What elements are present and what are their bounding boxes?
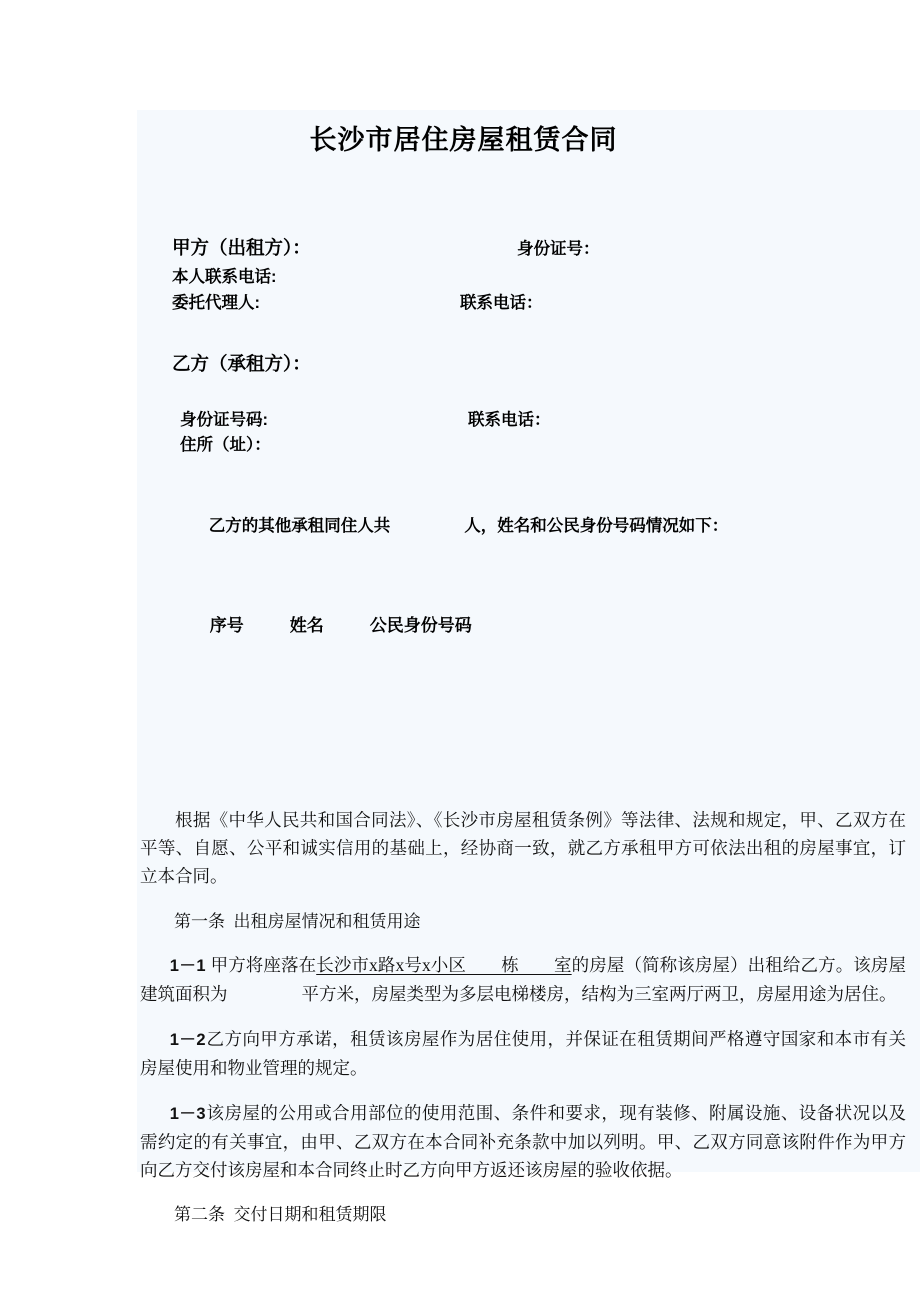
clause-1-3-text: 该房屋的公用或合用部位的使用范围、条件和要求，现有装修、附属设施、设备状况以及需约定的有关事宜，由甲、乙双方在本合同补充条款中加以列明。甲、乙双方同意该附件作为甲方向乙方交付该房屋和本合同终止时乙方向甲方返还该房屋的验收依据。: [140, 1102, 906, 1181]
contract-body: [137, 806, 920, 1229]
document-page-panel: [137, 110, 920, 1225]
clause-1-3-number: 1－3: [169, 1104, 207, 1123]
clause-1-1-address-blank: 长沙市x路x号x小区 栋 室: [316, 954, 572, 975]
lessee-phone-label: 联系电话：: [468, 410, 551, 429]
lessor-label: 甲方（出租方）：: [172, 237, 311, 259]
clause-1-2-number: 1－2: [169, 1030, 207, 1049]
clause-1-3: [140, 1099, 906, 1184]
clause-1-1: [140, 951, 906, 1008]
lessor-own-phone-label: 本人联系电话:: [172, 268, 277, 287]
lessor-agent-phone-label: 联系电话：: [460, 293, 543, 312]
party-information-block: [137, 230, 920, 656]
lessor-agent-label: 委托代理人:: [172, 293, 260, 312]
cotenant-declaration: [172, 493, 920, 555]
lessor-row: [172, 230, 920, 265]
spacer-after-lessee-label: [172, 382, 920, 408]
lessee-label: 乙方（承租方）：: [172, 353, 311, 375]
clause-1-1-number: 1－1: [169, 956, 207, 975]
document-content: [137, 110, 920, 1245]
lessee-row: [172, 346, 920, 381]
column-header-index: 序号: [209, 615, 244, 635]
lessee-id-label: 身份证号码:: [180, 410, 268, 429]
page-title: 长沙市居住房屋租赁合同: [309, 125, 618, 155]
lessee-address-label: 住所（址）：: [180, 436, 271, 455]
cotenant-line-suffix: 人，姓名和公民身份号码情况如下：: [464, 516, 729, 535]
column-header-id-number: 公民身份号码: [369, 615, 472, 635]
clause-1-2-text: 乙方向甲方承诺，租赁该房屋作为居住使用，并保证在租赁期间严格遵守国家和本市有关房屋使用和物业管理的规定。: [140, 1028, 906, 1078]
lessor-agent-row: [172, 291, 920, 317]
clause-1-1-text-before: 甲方将座落在: [210, 954, 317, 975]
lessor-id-label: 身份证号：: [517, 240, 600, 259]
clause-1-2: [140, 1025, 906, 1082]
article-2-heading: 第二条 交付日期和租赁期限: [174, 1205, 387, 1225]
cotenant-line-prefix: 乙方的其他承租同住人共: [208, 516, 391, 535]
lessor-phone-row: [172, 265, 920, 291]
column-header-name: 姓名: [289, 615, 324, 635]
lessee-address-row: [172, 433, 920, 459]
lessee-id-row: [172, 408, 920, 434]
clause-1-1-text-after-2: 平方米，房屋类型为多层电梯楼房，结构为三室两厅两卫，房屋用途为居住。: [301, 983, 897, 1004]
article-1-heading: 第一条 出租房屋情况和租赁用途: [174, 911, 421, 931]
cotenant-table-header: [172, 591, 920, 656]
preamble-paragraph: 根据《中华人民共和国合同法》、《长沙市房屋租赁条例》等法律、法规和规定，甲、乙双方在平等、自愿、公平和诚实信用的基础上，经协商一致，就乙方承租甲方可依法出租的房屋事宜，订立本合同。: [140, 809, 906, 887]
clause-1-1-text-after-1: 的房屋（简称该房屋）出租给乙方。该房屋建筑面积为: [140, 954, 907, 1004]
spacer-between-parties: [172, 316, 920, 346]
